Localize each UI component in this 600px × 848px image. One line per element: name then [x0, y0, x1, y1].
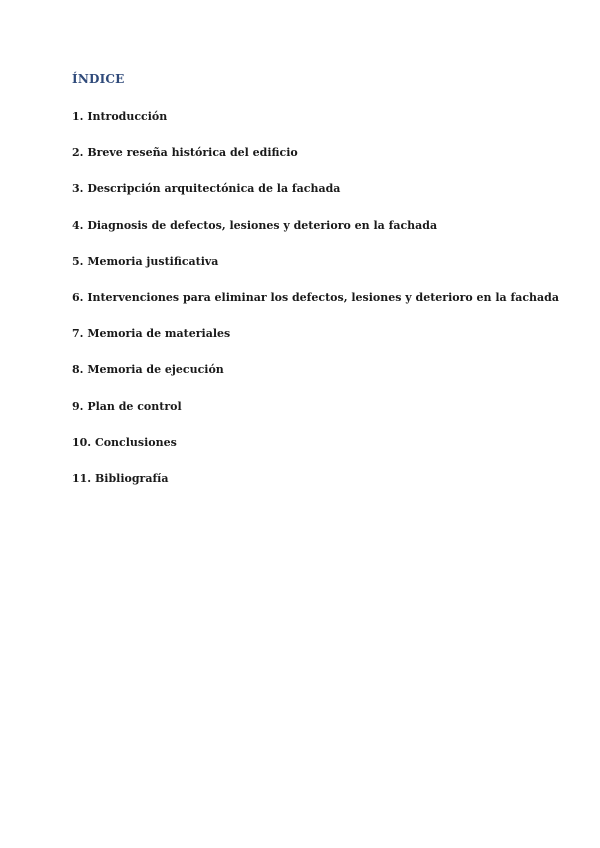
page-title: ÍNDICE	[72, 72, 125, 86]
toc-item-memoria-ejecucion: 8. Memoria de ejecución	[72, 363, 224, 377]
toc-item-intervenciones: 6. Intervenciones para eliminar los defectos, lesiones y deterioro en la fachada	[72, 290, 560, 304]
toc-item-descripcion-arquitectonica: 3. Descripción arquitectónica de la fachada	[72, 182, 341, 196]
toc-item-plan-control: 9. Plan de control	[72, 399, 182, 413]
toc-item-memoria-materiales: 7. Memoria de materiales	[72, 327, 231, 341]
toc-item-memoria-justificativa: 5. Memoria justificativa	[72, 254, 219, 268]
toc-item-bibliografia: 11. Bibliografía	[72, 471, 169, 485]
toc-item-diagnosis: 4. Diagnosis de defectos, lesiones y deterioro en la fachada	[72, 218, 438, 232]
toc-item-introduccion: 1. Introducción	[72, 110, 168, 123]
table-of-contents	[72, 110, 559, 508]
toc-item-resena-historica: 2. Breve reseña histórica del edificio	[72, 146, 298, 160]
toc-item-conclusiones: 10. Conclusiones	[72, 435, 177, 449]
